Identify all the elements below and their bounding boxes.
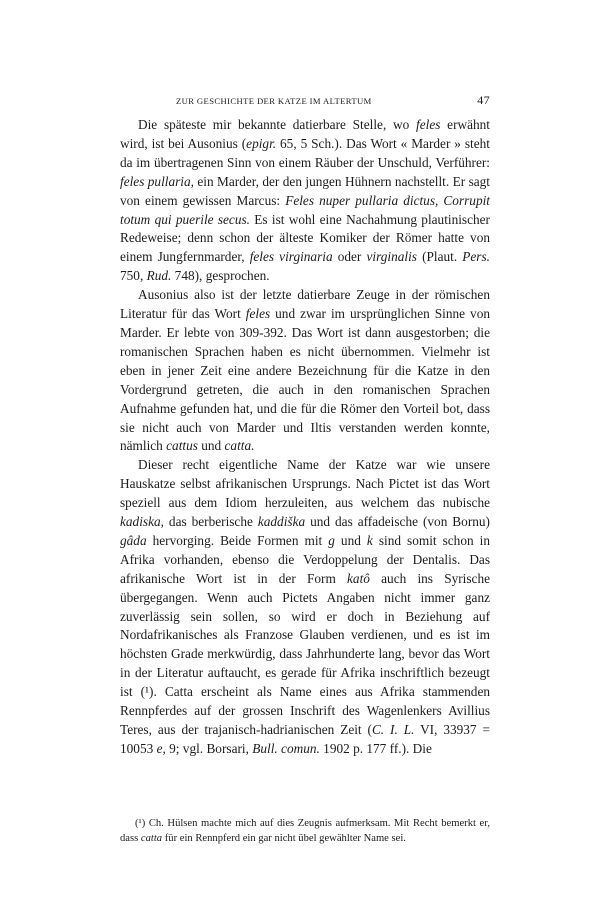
text-run: auch ins Syrische übergegangen. Wenn auch Pictets Angaben nicht immer ganz zuverlässig sein sollen, so wird er doch in Beziehung auf Nordafrikanisches als Franzose Glauben verdienen, und es ist im höchsten Grade merkwürdig, dass Jahrhunderte lang, bevor das Wort in der Literatur auftaucht, es gerade für Afrika inschriftlich bezeugt ist (	[120, 570, 490, 700]
italic-term: feles virginaria	[249, 249, 333, 265]
text-run: und zwar im ursprünglichen Sinne von Marder. Er lebte von 309-392. Das Wort ist dann ausgestorben; die romanischen Sprachen haben es nicht übernommen. Vielmehr ist eben in jener Zeit eine andere Bezeichnung für die Katze in den Vordergrund getreten, die auch in den romanischen Sprachen Aufnahme gefunden hat, und die für die Römer den Vorteil bot, dass sie nicht auch von Marder und Iltis verstanden werden konnte, nämlich	[120, 306, 490, 454]
footnote	[120, 817, 490, 846]
italic-term: C. I. L.	[371, 722, 415, 737]
footnote-text	[120, 817, 490, 846]
italic-term: Pers.	[462, 249, 490, 265]
italic-term: g	[328, 532, 335, 548]
body-text	[120, 116, 490, 759]
text-run: ein Marder, der den jungen Hühnern nachstellt. Er sagt von einem gewissen Marcus:	[120, 173, 490, 208]
text-run: ). Catta erscheint als Name eines aus Afrika stammenden Rennpferdes auf der grossen Inschrift des Wagenlenkers Avillius Teres, aus der trajanisch-hadrianischen Zeit (	[120, 684, 490, 737]
italic-term: virginalis	[366, 249, 417, 265]
italic-term: Rud.	[146, 268, 172, 284]
italic-term: Bull. comun.	[252, 740, 320, 756]
italic-term: e,	[156, 740, 166, 756]
text-run: 750,	[120, 268, 147, 284]
text-run: Die späteste mir bekannte datierbare Stelle, wo	[138, 117, 417, 132]
italic-term: Feles nuper pullaria dictus, Corrupit totum qui puerile secus.	[120, 192, 490, 227]
text-run: (¹) Ch. Hülsen machte mich auf dies Zeugnis aufmerksam. Mit Recht bemerkt er, dass	[120, 818, 490, 844]
text-run: VI, 33937 = 10053	[120, 722, 490, 756]
running-head	[120, 95, 490, 109]
paragraph	[120, 456, 490, 759]
italic-term: catta.	[224, 438, 255, 454]
text-run: ¹	[145, 684, 150, 700]
running-title: ZUR GESCHICHTE DER KATZE IM ALTERTUM	[176, 96, 372, 106]
text-run: für ein Rennpferd ein gar nicht übel gewählter Name sei.	[162, 832, 406, 844]
italic-term: catta	[140, 832, 163, 844]
paragraph	[120, 116, 490, 286]
text-run: erwähnt wird, ist bei Ausonius (	[120, 117, 491, 151]
italic-term: k	[366, 532, 373, 548]
text-run: hervorging. Beide Formen mit	[146, 532, 329, 548]
paragraph	[120, 286, 490, 456]
text-run: Es ist wohl eine Nachahmung plautinischer Redeweise; denn schon der älteste Komiker der Römer hatte von einem Jungfernmarder,	[120, 211, 490, 265]
text-run: (Plaut.	[416, 249, 463, 265]
text-run: und	[197, 438, 225, 454]
text-run: 9; vgl. Borsari,	[165, 740, 253, 756]
italic-term: gâda	[120, 532, 147, 548]
text-run: Dieser recht eigentliche Name der Katze war wie unsere Hauskatze selbst afrikanischen Ursprungs. Nach Pictet ist das Wort speziell aus dem Idiom herzuleiten, aus welchem das nubische	[120, 457, 490, 511]
text-run: oder	[332, 249, 367, 265]
text-run: 65, 5 Sch.). Das Wort « Marder » steht da im übertragenen Sinn von einem Räuber der Unschuld, Verführer:	[120, 135, 490, 170]
text-run: Ausonius also ist der letzte datierbare Zeuge in der römischen Literatur für das Wort	[120, 287, 490, 322]
italic-term: katô	[347, 570, 370, 586]
italic-term: epigr.	[246, 135, 277, 151]
page-number: 47	[477, 93, 490, 107]
italic-term: kadiska,	[120, 514, 164, 530]
text-run: und das affadeische (von Bornu)	[305, 514, 490, 530]
text-run: sind somit schon in Afrika vorhanden, ebenso die Verdoppelung der Dentalis. Das afrikanische Wort ist in der Form	[120, 532, 490, 586]
text-run: 1902 p. 177 ff.). Die	[319, 740, 432, 756]
text-run: das berberische	[163, 514, 258, 530]
italic-term: cattus	[166, 438, 198, 454]
italic-term: feles pullaria,	[120, 173, 194, 189]
italic-term: feles	[245, 306, 271, 322]
text-run: 748), gesprochen.	[171, 268, 270, 284]
text-run: und	[334, 532, 367, 548]
italic-term: kaddiška	[257, 514, 306, 530]
italic-term: feles	[416, 117, 441, 132]
